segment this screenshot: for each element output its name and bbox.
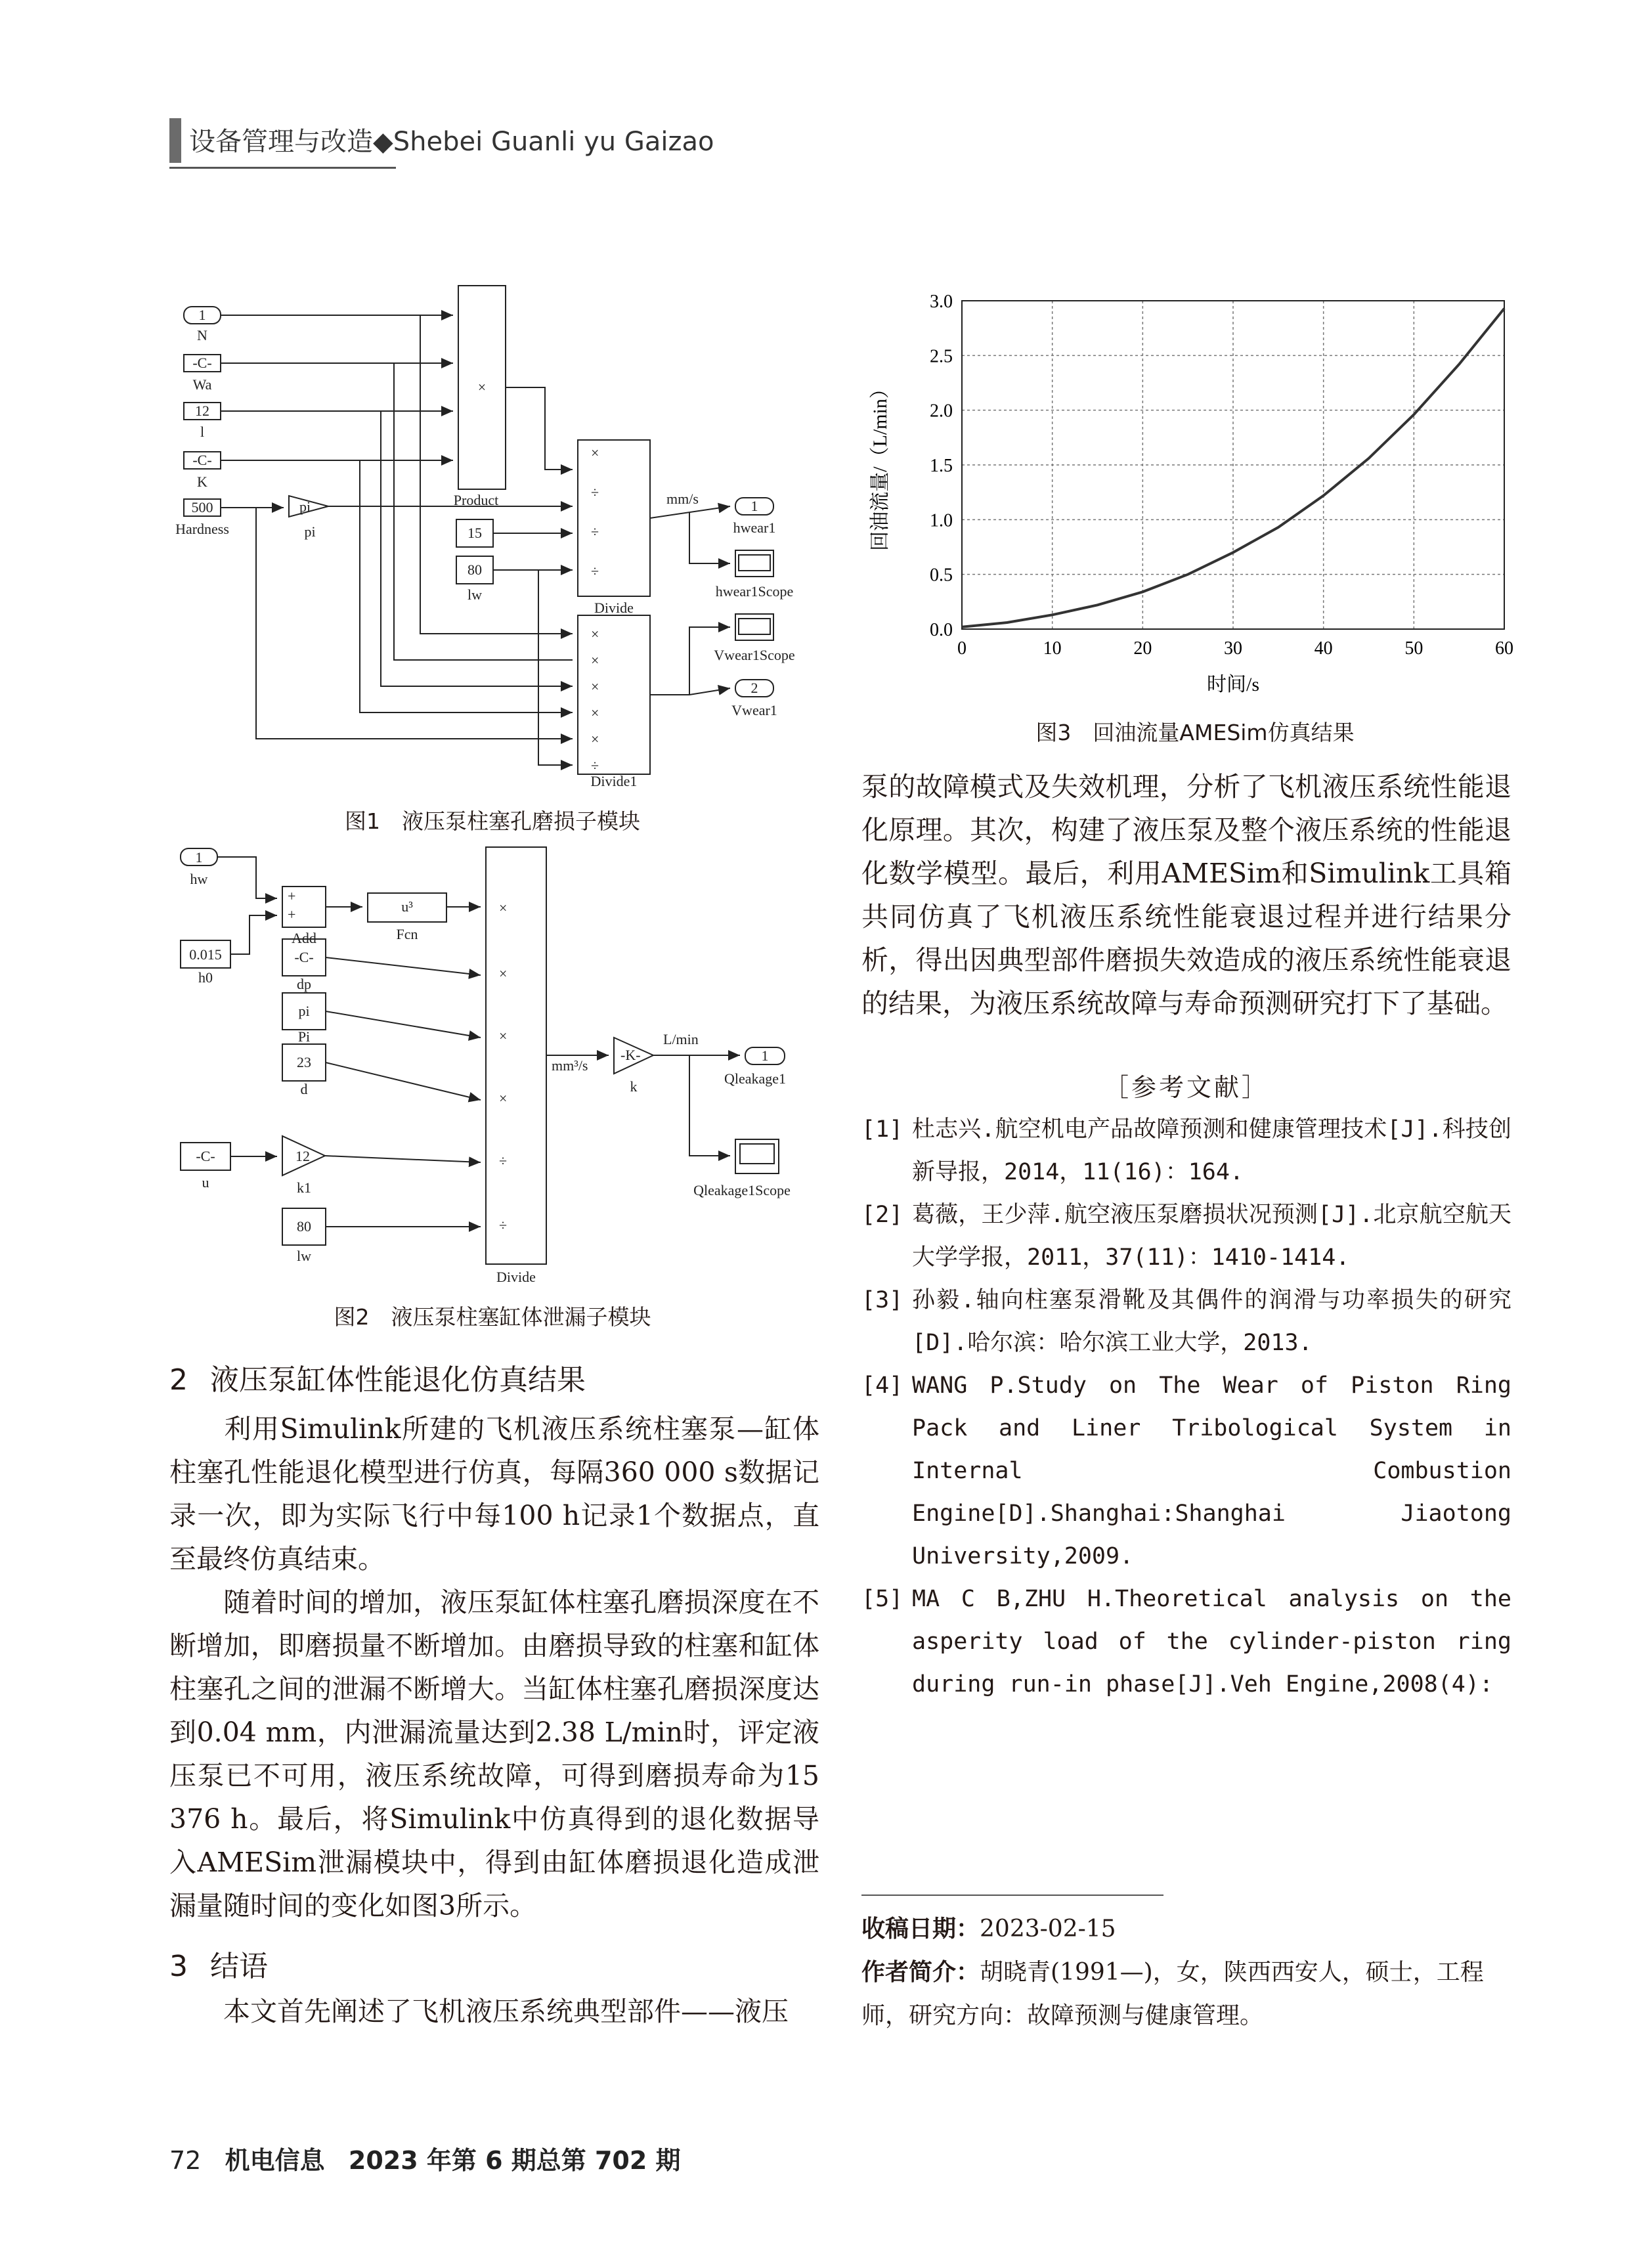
fig1-out-v-label: Vwear1 <box>731 702 777 718</box>
figure2-caption: 图2 液压泵柱塞缸体泄漏子模块 <box>334 1304 651 1330</box>
reference-item <box>861 1279 1511 1365</box>
fig2-c-u: -C- <box>196 1148 215 1164</box>
references-title: ［参考文献］ <box>1103 1073 1269 1102</box>
fig1-product-label: Product <box>453 492 499 508</box>
y-tick-label: 2.5 <box>930 346 953 367</box>
figure1-block-diagram <box>164 279 821 788</box>
reference-number: [5] <box>861 1586 903 1612</box>
section2-paragraph-2 <box>169 1581 819 1927</box>
fig2-c-pi: pi <box>298 1003 310 1019</box>
fig1-c80-label: lw <box>467 586 482 603</box>
author-info <box>861 1951 1511 2038</box>
figure3-caption: 图3 回油流量AMESim仿真结果 <box>1035 720 1355 745</box>
fig2-c-pi-label: Pi <box>297 1028 311 1045</box>
fig1-scope-h-label: hwear1Scope <box>715 583 794 600</box>
journal-name-pinyin: Shebei Guanli yu Gaizao <box>393 127 714 157</box>
fig2-add-plus2: + <box>288 906 296 923</box>
fig1-out-h-label: hwear1 <box>733 519 776 536</box>
running-header <box>189 121 714 158</box>
fig1-divide-op1: × <box>591 445 599 461</box>
fig2-divide-op4: × <box>499 1090 508 1107</box>
section2-title: 液压泵缸体性能退化仿真结果 <box>210 1363 586 1397</box>
series-line <box>962 309 1504 627</box>
section3-title: 结语 <box>210 1950 268 1983</box>
fig2-add-plus1: + <box>288 888 296 904</box>
fig2-c-dp: -C- <box>294 949 314 965</box>
reference-text: 葛薇，王少萍.航空液压泵磨损状况预测[J].北京航空航天大学学报，2011，37(11)：1410-1414. <box>912 1202 1511 1271</box>
x-tick-label: 10 <box>1043 638 1062 659</box>
fig1-c-l-label: l <box>200 424 205 440</box>
section3-paragraph-part1 <box>169 1990 819 2033</box>
reference-item <box>861 1578 1511 1706</box>
x-tick-label: 60 <box>1495 638 1513 659</box>
fig1-divide-op4: ÷ <box>591 563 599 579</box>
figure3 <box>860 282 1530 696</box>
x-tick-label: 40 <box>1314 638 1333 659</box>
fig2-gain-k1-label: k1 <box>297 1179 311 1196</box>
fig1-out-v: 2 <box>750 680 758 696</box>
fig1-divide1-op5: × <box>591 731 599 747</box>
fig2-unit-lmin: L/min <box>663 1031 699 1047</box>
section2-paragraph-1-text: 利用Simulink所建的飞机液压系统柱塞泵—缸体柱塞孔性能退化模型进行仿真，每隔360 000 s数据记录一次，即为实际飞行中每100 h记录1个数据点，直至最终仿真结束。 <box>169 1413 819 1575</box>
reference-item <box>861 1365 1511 1578</box>
references-list <box>861 1108 1511 1706</box>
y-tick-label: 1.5 <box>930 456 953 476</box>
figure2 <box>164 841 821 1300</box>
fig1-c-hardness-label: Hardness <box>175 521 229 537</box>
fig1-divide1-op4: × <box>591 705 599 721</box>
section2-heading <box>169 1356 586 1398</box>
fig1-c-Wa-label: Wa <box>192 376 212 393</box>
fig1-product-sign: × <box>477 379 487 395</box>
fig2-c-d-label: d <box>300 1081 308 1097</box>
reference-item <box>861 1194 1511 1279</box>
x-axis-label: 时间/s <box>1206 674 1260 695</box>
fig1-c-Wa: -C- <box>192 355 212 371</box>
x-tick-labels <box>957 638 1513 659</box>
reference-number: [4] <box>861 1372 903 1399</box>
page-number: 72 <box>169 2146 202 2175</box>
x-tick-label: 20 <box>1133 638 1152 659</box>
received-label: 收稿日期： <box>861 1916 980 1942</box>
fig1-c80: 80 <box>467 561 482 578</box>
figure2-block-diagram <box>164 841 821 1300</box>
figure1 <box>164 279 821 788</box>
reference-item <box>861 1108 1511 1194</box>
fig2-scope-q-label: Qleakage1Scope <box>693 1182 791 1198</box>
fig1-divide1-op6: ÷ <box>591 757 599 774</box>
fig2-c-dp-label: dp <box>297 976 311 992</box>
reference-number: [1] <box>861 1116 903 1143</box>
reference-text: 孙毅.轴向柱塞泵滑靴及其偶件的润滑与功率损失的研究[D].哈尔滨：哈尔滨工业大学，2013. <box>912 1287 1511 1356</box>
y-tick-label: 1.0 <box>930 510 953 531</box>
fig2-c-u-label: u <box>202 1174 209 1191</box>
fig2-c-lw: 80 <box>297 1218 311 1235</box>
fig2-divide-op2: × <box>499 965 508 982</box>
fig1-divide-op3: ÷ <box>591 523 599 540</box>
fig2-divide-op1: × <box>499 900 508 916</box>
x-tick-label: 50 <box>1404 638 1424 659</box>
y-axis-label: 回油流量/（L/min） <box>869 379 891 551</box>
y-tick-label: 0.5 <box>930 565 953 586</box>
fig2-gain-k1: 12 <box>295 1148 310 1164</box>
page-footer <box>169 2140 681 2176</box>
fig2-add-label: Add <box>292 930 316 946</box>
chart-grid <box>962 301 1504 629</box>
y-tick-label: 2.0 <box>930 401 953 422</box>
fig2-divide-op6: ÷ <box>499 1217 508 1233</box>
y-tick-label: 0.0 <box>930 620 953 640</box>
reference-number: [3] <box>861 1287 903 1313</box>
footer-journal: 机电信息 <box>225 2146 325 2175</box>
reference-text: 杜志兴.航空机电产品故障预测和健康管理技术[J].科技创新导报，2014，11(16)：164. <box>912 1116 1511 1185</box>
fig2-c-h0: 0.015 <box>189 946 222 963</box>
fig1-divide-label: Divide <box>594 600 634 616</box>
received-value: 2023-02-15 <box>980 1916 1116 1942</box>
section3-paragraph-part1-text: 本文首先阐述了飞机液压系统典型部件——液压 <box>223 1996 789 2027</box>
section2-paragraph-2-text: 随着时间的增加，液压泵缸体柱塞孔磨损深度在不断增加，即磨损量不断增加。由磨损导致的柱塞和缸体柱塞孔之间的泄漏不断增大。当缸体柱塞孔磨损深度达到0.04 mm，内泄漏流量达到2.38 L/min时，评定液压泵已不可用，液压系统故障，可得到磨损寿命为15 376 h。最后，将Simulink中仿真得到的退化数据导入AMESim泄漏模块中，得到由缸体磨损退化造成泄漏量随时间的变化如图3所示。 <box>169 1587 819 1921</box>
fig1-out-h: 1 <box>750 498 758 514</box>
fig1-c15: 15 <box>467 525 482 541</box>
fig2-in-hw: 1 <box>195 849 203 866</box>
figure1-caption: 图1 液压泵柱塞孔磨损子模块 <box>345 808 640 834</box>
fig1-scope-v-label: Vwear1Scope <box>714 647 795 663</box>
fig2-gain-k-label: k <box>630 1078 638 1095</box>
author-value: 胡晓青(1991—)，女，陕西西安人，硕士，工程师，研究方向：故障预测与健康管理。 <box>861 1959 1484 2029</box>
fig2-c-lw-label: lw <box>297 1248 311 1264</box>
journal-name-cn: 设备管理与改造 <box>189 127 373 157</box>
fig2-divide-op5: ÷ <box>499 1152 508 1169</box>
fig2-divide-label: Divide <box>496 1269 536 1285</box>
fig2-c-d: 23 <box>297 1054 311 1070</box>
fig1-divide1-op3: × <box>591 678 599 695</box>
fig1-divide1-label: Divide1 <box>590 773 638 788</box>
fig1-c-K: -C- <box>192 452 212 468</box>
header-diamond: ◆ <box>373 127 393 157</box>
y-tick-labels <box>930 292 953 640</box>
reference-text: WANG P.Study on The Wear of Piston Ring Pack and Liner Tribological System in Internal Combustion Engine[D].Shanghai:Shanghai Jiaotong University,2009. <box>912 1372 1511 1569</box>
footnote-rule <box>861 1895 1163 1896</box>
figure3-line-chart <box>860 282 1530 696</box>
fig2-in-hw-label: hw <box>190 871 208 887</box>
fig1-divide-op2: ÷ <box>591 484 599 500</box>
fig1-gain-pi-label: pi <box>304 523 316 540</box>
fig1-in-N-label: N <box>197 327 207 343</box>
fig2-out-q-label: Qleakage1 <box>724 1070 787 1087</box>
section3-heading <box>169 1942 268 1984</box>
section2-paragraph-1 <box>169 1407 819 1581</box>
fig1-divide1-op1: × <box>591 626 599 642</box>
y-tick-label: 3.0 <box>930 292 953 312</box>
fig2-out-q: 1 <box>761 1047 769 1064</box>
section2-number: 2 <box>169 1363 188 1397</box>
fig1-in-N: 1 <box>198 307 206 323</box>
reference-number: [2] <box>861 1202 903 1228</box>
fig1-gain-pi: pi <box>299 498 311 515</box>
x-tick-label: 30 <box>1224 638 1242 659</box>
fig2-fcn-label: Fcn <box>396 926 418 942</box>
x-tick-label: 0 <box>957 638 967 659</box>
fig2-c-h0-label: h0 <box>198 969 213 986</box>
fig2-unit-mm3s: mm³/s <box>552 1057 588 1074</box>
section3-number: 3 <box>169 1950 188 1983</box>
fig1-divide1-op2: × <box>591 652 599 668</box>
reference-text: MA C B,ZHU H.Theoretical analysis on the asperity load of the cylinder-piston ring during run-in phase[J].Veh Engine,2008(4): <box>912 1586 1511 1698</box>
received-date <box>861 1908 1511 1951</box>
section3-paragraph-part2: 泵的故障模式及失效机理，分析了飞机液压系统性能退化原理。其次，构建了液压泵及整个液压系统的性能退化数学模型。最后，利用AMESim和Simulink工具箱共同仿真了飞机液压系统性能衰退过程并进行结果分析，得出因典型部件磨损失效造成的液压系统性能衰退的结果，为液压系统故障与寿命预测研究打下了基础。 <box>861 771 1511 1019</box>
fig2-divide-op3: × <box>499 1028 508 1044</box>
fig1-unit-mms: mm/s <box>666 491 699 507</box>
header-bar <box>169 118 181 163</box>
fig1-c-hardness: 500 <box>191 499 213 515</box>
footer-issue: 2023 年第 6 期总第 702 期 <box>348 2146 681 2175</box>
fig1-c-K-label: K <box>197 473 207 490</box>
fig2-fcn: u³ <box>401 898 413 915</box>
author-label: 作者简介： <box>861 1959 980 1986</box>
header-underline <box>169 167 396 169</box>
fig1-c-l: 12 <box>195 403 209 419</box>
footnote <box>861 1908 1511 2038</box>
fig2-gain-k: -K- <box>620 1047 641 1063</box>
